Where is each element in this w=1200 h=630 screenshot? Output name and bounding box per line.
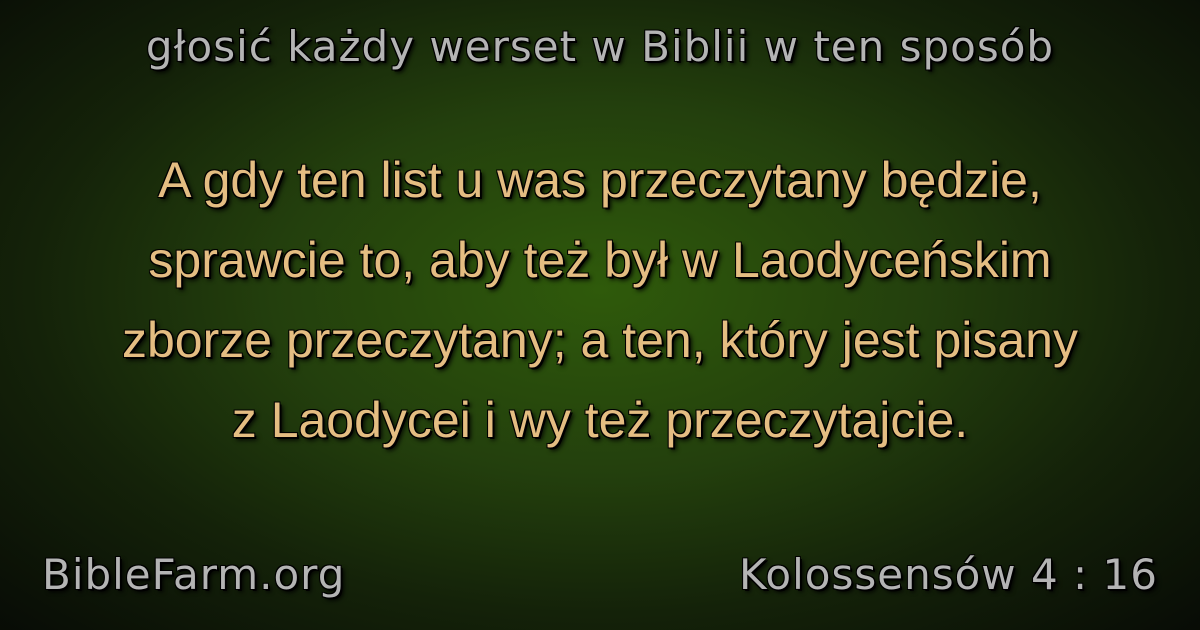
verse-line: sprawcie to, aby też był w Laodyceńskim xyxy=(148,232,1052,288)
verse-line: zborze przeczytany; a ten, który jest pisany xyxy=(122,312,1078,368)
verse-line: A gdy ten list u was przeczytany będzie, xyxy=(158,152,1042,208)
site-name: BibleFarm.org xyxy=(42,550,346,599)
verse-text xyxy=(40,140,1160,460)
verse-reference: Kolossensów 4 : 16 xyxy=(738,550,1158,599)
verse-line: z Laodycei i wy też przeczytajcie. xyxy=(231,392,969,448)
header-tagline: głosić każdy werset w Biblii w ten sposób xyxy=(145,22,1055,71)
